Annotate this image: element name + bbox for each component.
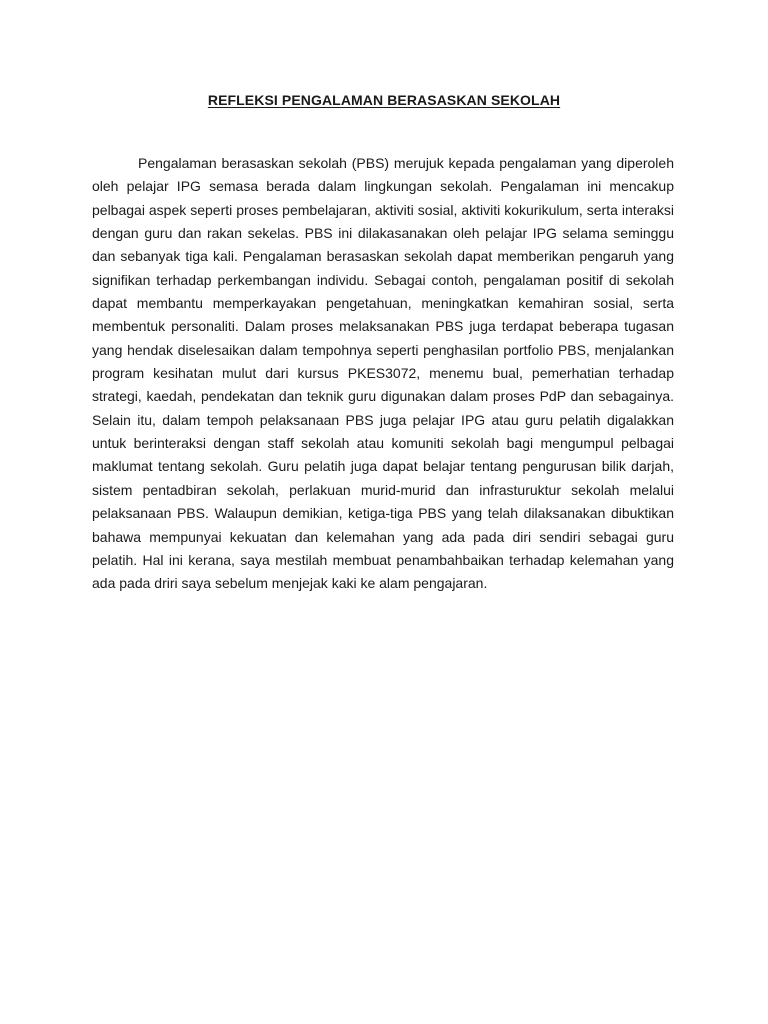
body-paragraph: Pengalaman berasaskan sekolah (PBS) merujuk kepada pengalaman yang diperoleh oleh pelajar IPG semasa berada dalam lingkungan sekolah. Pengalaman ini mencakup pelbagai aspek seperti proses pembelajaran, aktiviti sosial, aktiviti kokurikulum, serta interaksi dengan guru dan rakan sekelas. PBS ini dilakasanakan oleh pelajar IPG selama seminggu dan sebanyak tiga kali. Pengalaman berasaskan sekolah dapat memberikan pengaruh yang signifikan terhadap perkembangan individu. Sebagai contoh, pengalaman positif di sekolah dapat membantu memperkayakan pengetahuan, meningkatkan kemahiran sosial, serta membentuk personaliti. Dalam proses melaksanakan PBS juga terdapat beberapa tugasan yang hendak diselesaikan dalam tempohnya seperti penghasilan portfolio PBS, menjalankan program kesihatan mulut dari kursus PKES3072, menemu bual, pemerhatian terhadap strategi, kaedah, pendekatan dan teknik guru digunakan dalam proses PdP dan sebagainya. Selain itu, dalam tempoh pelaksanaan PBS juga pelajar IPG atau guru pelatih digalakkan untuk berinteraksi dengan staff sekolah atau komuniti sekolah bagi mengumpul pelbagai maklumat tentang sekolah. Guru pelatih juga dapat belajar tentang pengurusan bilik darjah, sistem pentadbiran sekolah, perlakuan murid-murid dan infrasturuktur sekolah melalui pelaksanaan PBS. Walaupun demikian, ketiga-tiga PBS yang telah dilaksanakan dibuktikan bahawa mempunyai kekuatan dan kelemahan yang ada pada diri sendiri sebagai guru pelatih. Hal ini kerana, saya mestilah membuat penambahbaikan terhadap kelemahan yang ada pada driri saya sebelum menjejak kaki ke alam pengajaran. <box>92 155 674 592</box>
document-title: REFLEKSI PENGALAMAN BERASASKAN SEKOLAH <box>207 92 561 108</box>
